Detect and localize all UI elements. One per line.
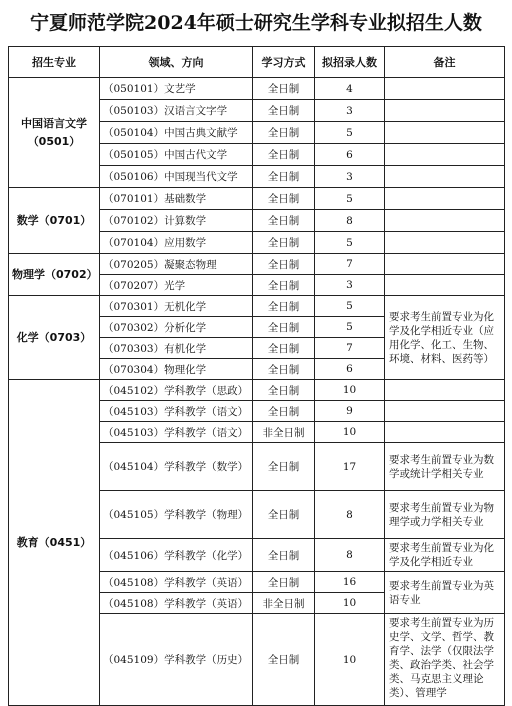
- count-cell: 8: [315, 210, 385, 232]
- enrollment-table: [8, 46, 505, 706]
- mode-cell: 全日制: [253, 539, 315, 572]
- mode-cell: 全日制: [253, 443, 315, 491]
- header-count: 拟招录人数: [315, 47, 385, 78]
- direction-cell: （045106）学科教学（化学）: [100, 539, 253, 572]
- note-cell-empty: [385, 401, 505, 422]
- direction-cell: （045103）学科教学（语文）: [100, 422, 253, 443]
- note-cell-empty: [385, 380, 505, 401]
- note-cell-empty: [385, 254, 505, 275]
- note-cell-empty: [385, 275, 505, 296]
- mode-cell: 全日制: [253, 275, 315, 296]
- table-row: [9, 188, 505, 210]
- direction-cell: （070304）物理化学: [100, 359, 253, 380]
- count-cell: 10: [315, 593, 385, 614]
- count-cell: 3: [315, 275, 385, 296]
- direction-cell: （050103）汉语言文字学: [100, 100, 253, 122]
- direction-cell: （070301）无机化学: [100, 296, 253, 317]
- count-cell: 7: [315, 254, 385, 275]
- major-cell-chemistry: 化学（0703）: [9, 296, 100, 380]
- mode-cell: 全日制: [253, 614, 315, 706]
- note-cell-empty: [385, 78, 505, 100]
- major-cell-chinese: 中国语言文学 （0501）: [9, 78, 100, 188]
- header-note: 备注: [385, 47, 505, 78]
- count-cell: 6: [315, 359, 385, 380]
- mode-cell: 全日制: [253, 166, 315, 188]
- direction-cell: （070104）应用数学: [100, 232, 253, 254]
- note-cell-empty: [385, 122, 505, 144]
- note-cell-empty: [385, 188, 505, 210]
- direction-cell: （045103）学科教学（语文）: [100, 401, 253, 422]
- count-cell: 17: [315, 443, 385, 491]
- mode-cell: 全日制: [253, 380, 315, 401]
- mode-cell: 非全日制: [253, 422, 315, 443]
- direction-cell: （070205）凝聚态物理: [100, 254, 253, 275]
- mode-cell: 全日制: [253, 359, 315, 380]
- mode-cell: 全日制: [253, 188, 315, 210]
- major-cell-math: 数学（0701）: [9, 188, 100, 254]
- count-cell: 5: [315, 317, 385, 338]
- note-cell-english-edu: 要求考生前置专业为英语专业: [385, 572, 505, 614]
- mode-cell: 非全日制: [253, 593, 315, 614]
- direction-cell: （050101）文艺学: [100, 78, 253, 100]
- mode-cell: 全日制: [253, 254, 315, 275]
- note-cell-physics-edu: 要求考生前置专业为物理学或力学相关专业: [385, 491, 505, 539]
- note-cell-math-edu: 要求考生前置专业为数学或统计学相关专业: [385, 443, 505, 491]
- count-cell: 10: [315, 422, 385, 443]
- count-cell: 10: [315, 614, 385, 706]
- count-cell: 3: [315, 100, 385, 122]
- mode-cell: 全日制: [253, 144, 315, 166]
- note-cell-empty: [385, 144, 505, 166]
- note-cell-empty: [385, 422, 505, 443]
- note-cell-empty: [385, 210, 505, 232]
- mode-cell: 全日制: [253, 78, 315, 100]
- major-cell-physics: 物理学（0702）: [9, 254, 100, 296]
- count-cell: 5: [315, 296, 385, 317]
- header-major: 招生专业: [9, 47, 100, 78]
- mode-cell: 全日制: [253, 491, 315, 539]
- major-cell-education: 教育（0451）: [9, 380, 100, 706]
- count-cell: 5: [315, 232, 385, 254]
- count-cell: 8: [315, 539, 385, 572]
- note-cell-empty: [385, 100, 505, 122]
- direction-cell: （045104）学科教学（数学）: [100, 443, 253, 491]
- mode-cell: 全日制: [253, 338, 315, 359]
- table-row: [9, 254, 505, 275]
- count-cell: 10: [315, 380, 385, 401]
- note-cell-chemistry: 要求考生前置专业为化学及化学相近专业（应用化学、化工、生物、环境、材料、医药等）: [385, 296, 505, 380]
- page-title: 宁夏师范学院2024年硕士研究生学科专业拟招生人数: [30, 12, 482, 34]
- note-cell-empty: [385, 232, 505, 254]
- table-row: [9, 296, 505, 317]
- count-cell: 4: [315, 78, 385, 100]
- direction-cell: （070303）有机化学: [100, 338, 253, 359]
- header-mode: 学习方式: [253, 47, 315, 78]
- direction-cell: （050105）中国古代文学: [100, 144, 253, 166]
- direction-cell: （070207）光学: [100, 275, 253, 296]
- note-cell-history-edu: 要求考生前置专业为历史学、文学、哲学、教育学、法学（仅限法学类、政治学类、社会学类、马克思主义理论类）、管理学: [385, 614, 505, 706]
- direction-cell: （070101）基础数学: [100, 188, 253, 210]
- table-row: [9, 78, 505, 100]
- direction-cell: （070302）分析化学: [100, 317, 253, 338]
- direction-cell: （045105）学科教学（物理）: [100, 491, 253, 539]
- table-header-row: [9, 47, 505, 78]
- count-cell: 9: [315, 401, 385, 422]
- count-cell: 3: [315, 166, 385, 188]
- direction-cell: （045102）学科教学（思政）: [100, 380, 253, 401]
- count-cell: 16: [315, 572, 385, 593]
- mode-cell: 全日制: [253, 572, 315, 593]
- mode-cell: 全日制: [253, 122, 315, 144]
- direction-cell: （070102）计算数学: [100, 210, 253, 232]
- note-cell-chem-edu: 要求考生前置专业为化学及化学相近专业: [385, 539, 505, 572]
- note-cell-empty: [385, 166, 505, 188]
- direction-cell: （050104）中国古典文献学: [100, 122, 253, 144]
- direction-cell: （050106）中国现当代文学: [100, 166, 253, 188]
- count-cell: 7: [315, 338, 385, 359]
- count-cell: 8: [315, 491, 385, 539]
- count-cell: 5: [315, 122, 385, 144]
- mode-cell: 全日制: [253, 100, 315, 122]
- mode-cell: 全日制: [253, 401, 315, 422]
- direction-cell: （045108）学科教学（英语）: [100, 593, 253, 614]
- header-direction: 领域、方向: [100, 47, 253, 78]
- direction-cell: （045108）学科教学（英语）: [100, 572, 253, 593]
- count-cell: 6: [315, 144, 385, 166]
- table-row: [9, 380, 505, 401]
- mode-cell: 全日制: [253, 210, 315, 232]
- count-cell: 5: [315, 188, 385, 210]
- mode-cell: 全日制: [253, 232, 315, 254]
- mode-cell: 全日制: [253, 296, 315, 317]
- direction-cell: （045109）学科教学（历史）: [100, 614, 253, 706]
- mode-cell: 全日制: [253, 317, 315, 338]
